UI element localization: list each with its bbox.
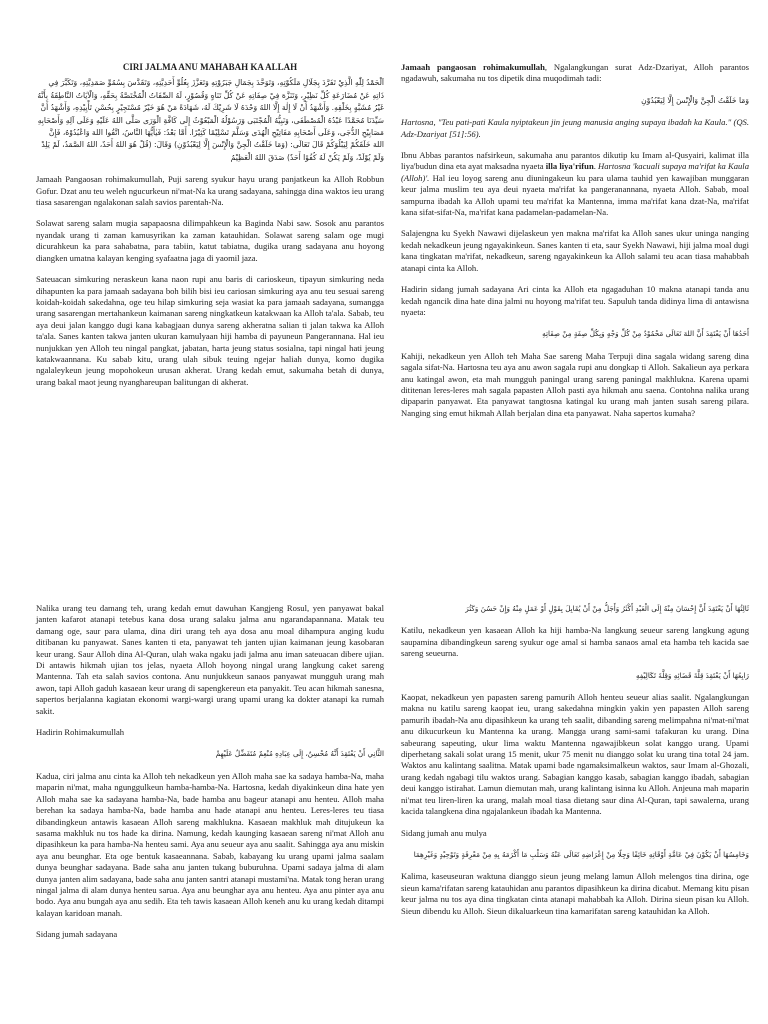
ibnu-abbas-text-1: Ibnu Abbas parantos nafsirkeun, sakumaha anu parantos dikutip ku Imam al-Qusyairi, kalimat illa liya'budun dina eta ayat maksadna nyaeta — [401, 150, 749, 172]
arabic-first-sign: أَحَدُهَا أَنْ يَعْتَقِدَ أَنَّ اللهَ تَعَالَى مَحْمُوْدٌ مِنْ كُلِّ وَجْهٍ وَبِكُلِّ صِفَةٍ مِنْ صِفَاتِهِ — [542, 329, 749, 339]
paragraph-solawat: Solawat sareng salam mugia sapapaosna dilimpahkeun ka Baginda Nabi saw. Sosok anu parantos nyandak urang ti zaman kamusyrikan ka zaman katauhidan. Solawat sareng salam oge mugi dicurahkeun ka para sahabatna, para tabiin, katut tabiatna, dugika urang sadayana anu hoyong diangken umatna kalayan kenging syafaatna jaga di yaomil jaza. — [36, 218, 384, 263]
arabic-verse-adz-dzariyat: وَمَا خَلَقْتُ الْجِنَّ وَالْإِنْسَ إِلَّا لِيَعْبُدُوْنِ — [641, 95, 749, 105]
heading-sidang-jumah: Sidang jumah sadayana — [36, 929, 118, 940]
ibnu-abbas-text-2: . — [593, 161, 599, 172]
bottom-right-column — [401, 603, 749, 927]
heading-sidang-jumah-mulya: Sidang jumah anu mulya — [401, 827, 487, 838]
arabic-fifth-sign: وَخَامِسُهَا أَنْ يَكُوْنَ فِيْ عَامَّةِ أَوْقَاتِهِ خَائِفًا وَجِلًا مِنْ إِعْرَاضِهِ تَعَالَى عَنْهُ وَسَلْبِ مَا أَكْرَمَهُ بِهِ مِنْ مَعْرِفَةٍ وَتَوْحِيْدٍ وَغَيْرِهِمَا — [413, 849, 749, 859]
arabic-third-sign: ثَالِثُهَا أَنْ يَعْتَقِدَ أَنَّ إِحْسَانَ مِنْهُ إِلَى الْعَبْدِ أَكْثَرُ وَأَجَلُّ مِنْ أَنْ يُقَابِلَ بِقَوْلٍ أَوْ عَمَلٍ مِنْهُ وَإِنْ حَسُنَ وَكَثُرَ — [465, 604, 749, 613]
top-right-column — [401, 62, 749, 429]
paragraph-ibnu-abbas — [401, 150, 749, 218]
arabic-second-sign: الثَّانِي أَنْ يَعْتَقِدَ أَنَّهُ مُحْسِنٌ، إِلَى عِبَادِهِ مُنْعِمٌ مُتَفَضِّلٌ عَلَيْهِمْ — [215, 749, 384, 759]
intro-text: , Ngalangkungan surat Adz-Dzariyat, Alloh parantos ngadawuh, sakumaha nu tos dipetik dina muqodimah tadi: — [401, 62, 749, 84]
paragraph-kahiji: Kahiji, nekadkeun yen Alloh teh Maha Sae sareng Maha Terpuji dina sagala widang sareng dina sagala sifat-Na. Hartosna teu aya anu awon sagala rupi anu dongkap ti Alloh. Sakalieun aya perkara anu katingal awon, eta mah mungguh paningal urang sareng paningal makhlukna. Karena upami dititenan leres-leres mah sagala papasten Alloh pasti aya hikmah anu saena. Contohna nalika urang dipaparin panyawat. Eta panyawat tangtosna katingal ku urang mah janten susah sareng pilara. Nanging sing emut hikmah Allah berjalan dina eta panyawat. Naha sapertos kumaha? — [401, 350, 749, 418]
intro-address: Jamaah pangaosan rohimakumullah — [401, 62, 545, 72]
paragraph-syekh-nawawi: Salajengna ku Syekh Nawawi dijelaskeun yen makna ma'rifat ka Alloh sanes ukur uninga nanging kedah nekadkeun jeung ngayakinkeun. Sanes kanten ti eta, saur Syekh Nawawi, hiji jalma moal dugi kana tingkatan ma'rifat, nekadkeun, sareng ngayakinkeun ka Alloh salami teu acan tiasa mahabbah atanapi cinta ka Alloh. — [401, 228, 749, 273]
document-title: CIRI JALMA ANU MAHABAH KA ALLAH — [122, 62, 298, 72]
paragraph-kalima: Kalima, kaseuseuran waktuna dianggo sieun jeung melang lamun Alloh melengos tina dirina, oge sieun kama'rifatan sareng katauhidan anu parantos dipasihkeun ka dirina dicabut. Memang kitu pisan keur jalma nu tos aya dina tingkatan cinta atanapi mahabbah ka Alloh. Dirina sieun pisan ku Alloh. Sieun dibendu ku Alloh. Sieun dikaluarkeun tina kamarifatan sareng katauhidan ka Alloh. — [401, 871, 749, 916]
paragraph-intro — [401, 62, 749, 85]
heading-hadirin: Hadirin Rohimakumullah — [36, 727, 125, 738]
paragraph-kadua: Kadua, ciri jalma anu cinta ka Alloh teh nekadkeun yen Alloh maha sae ka sadaya hamba-Na, maha maparin ni'mat, maha ngunggulkeun hamba-hamba-Na. Hartosna, kedah diyakinkeun dina hate yen Alloh maha sae ka sadayana hamba-Na, bade hamba anu bageur atanapi anu henteu. Alloh maha berehan ka sadaya hamba-Na, bade hamba anu hade atanapi anu henteu. Leres-leres teu tiasa dibandingkeun antawis kasaean Alloh sareng makhlukna. Kasaean makhluk mah ditujukeun ka sasama makhluk nu tos hade ka dirina. Namung, kedah kaunging kasaean sareng ni'mat Alloh anu dipasihkeun ka para hamba-Na henteu sami. Aya anu seueur aya anu saalit. Sahingga aya anu miskin aya anu beunghar. Eta oge bentuk kasaeannana. Sabab, kabayang ku urang upami jalma saalam dunya beunghar sadayana. Bade saha anu janten tukang buburuhna. Upami sadaya jalma di alam dunya janten alim sadayana, bade saha anu janten santri atanapi mustami'na. Matak tong heran urang ningal jalma di alam dunya henteu sarua. Aya anu beunghar aya anu henteu. Aya anu pinter aya anu bodo. Aya anu bungah aya anu sedih. Eta teh tawis kasaean Alloh keneh anu ku urang kedah ditampi kalayan karidoan manah. — [36, 770, 384, 918]
verse-translation: Hartosna, "Teu pati-pati Kaula nyiptakeun jin jeung manusia anging supaya ibadah ka Kaula." (QS. Adz-Dzariyat [51]:56). — [401, 117, 749, 139]
illa-liyarifun-meaning: Hartosna 'kacuali supaya ma'rifat ka Kaula (Alloh)'. — [401, 161, 749, 183]
arabic-opening-prayer: اَلْحَمْدُ لِلّٰهِ الَّذِيْ تَفَرَّدَ بِجَلَالِ مَلَكُوْتِهِ، وَتَوَحَّدَ بِجَمَالِ جَبَرُوْتِهِ وَتَعَزَّزَ بِعُلُوِّ أَحَدِيَّتِهِ، وَتَقَدَّسَ بِسُمُوِّ صَمَدِيَّتِهِ، وَتَكَبَّرَ فِي ذَاتِهِ عَنْ مُضَارَعَةِ كُلِّ نَظِيْرٍ، وَتَنَزَّهَ فِيْ صِفَاتِهِ عَنْ كُلِّ تَنَاهٍ وَقُصُوْرٍ، لَهُ الصِّفَاتُ الْمُخْتَصَّةُ بِحَقِّهِ، وَالْآيَاتُ النَّاطِقَةُ بِأَنَّهُ غَيْرُ مُشَبَّهٍ بِخَلْقِهِ. وَأَشْهَدُ أَنْ لَا إِلٰهَ إِلَّا اللهُ وَحْدَهُ لَا شَرِيْكَ لَهُ، شَهَادَةً مَنْ هُوَ خَيْرٌ مُسْتَجِيْرٍ بِحُسْنِ تَأْيِيْدِهِ، وَأَشْهَدُ أَنَّ سَيِّدَنَا مُحَمَّدًا عَبْدُهُ الْمُصْطَفَى، وَنَبِيُّهُ الْمُجْتَبَى وَرَسُوْلُهُ الْمَبْعُوْثُ إِلَى كَافَّةِ الْوَرَى صَلَّى اللهُ عَلَيْهِ وَعَلَى آلِهِ وَأَصْحَابِهِ مَصَابِيْحِ الدُّجَى، وَعَلَى أَصْحَابِهِ مَفَاتِيْحِ الْهُدَى وَسَلَّمَ تَسْلِيْمًا كَثِيْرًا. أَمَّا بَعْدُ: فَيٰأَيُّهَا النَّاسُ، اتَّقُوا اللهَ وَاعْبُدُوْهُ، فَإِنَّ اللهَ خَلَقَكُمْ لِيَبْلُوَكُمْ قَالَ تَعَالَى: (وَمَا خَلَقْتُ الْجِنَّ وَالْإِنْسَ إِلَّا لِيَعْبُدُوْنِ) وَقَالَ: (قُلْ هُوَ اللهُ أَحَدٌ، اللهُ الصَّمَدُ، لَمْ يَلِدْ وَلَمْ يُوْلَدْ، وَلَمْ يَكُنْ لَهُ كُفُوًا أَحَدٌ) صَدَقَ اللهُ الْعَظِيْمُ — [37, 78, 384, 162]
bottom-left-column — [36, 603, 384, 951]
paragraph-wasiat-takwa: Sateuacan simkuring neraskeun kana naon rupi anu baris di carioskeun, tipayun simkuring neda dihapunten ka para jamaah sadayana boh bilih bisi ieu cariosan simkuring aya anu teu sesuai sareng koidah-koidah sakedahna, oge teu hilap simkuring seja wasiat ka para jamaah sadayana, sumangga urang sasarengan mertahankeun kaimanan sareng ningkatkeun katakwaan ka Alloh ta'ala. Sabab, teu aya deui jalan kanggo dugi kana kabagjaan dunya sareng akheratna salian ti jalan takwa ka Alloh ta'ala. Sanes kanten takwa janten ukuran kamulyaan hiji hamba di payuneun Pangerannana. Hal ieu nunjukkan yen Alloh teu ningal pangkat, jabatan, harta jeung status sosialna, tapi ningal hati jeung katakwaannana. Ku sabab kitu, urang ulah sibuk teuing ngejar haliah dunya, komo dugika ngalaleykeun jeung mopohokeun urusan akherat. Urang kedah emut, sakumaha betah di dunya, urang bakal maot jeung nyanghareupan balitungan di akherat. — [36, 274, 384, 387]
top-left-column — [36, 62, 384, 398]
paragraph-opening-praise: Jamaah Pangaosan rohimakumullah, Puji sareng syukur hayu urang panjatkeun ka Alloh Robbun Gofur. Dzat anu teu weleh ngucurkeun ni'mat-Na ka urang sadayana, sahingga dina waktos ieu urang tiasa sasarengan ngalakonan salah savios parentah-Na. — [36, 174, 384, 208]
paragraph-ten-signs: Hadirin sidang jumah sadayana Ari cinta ka Alloh eta ngagaduhan 10 makna atanapi tanda anu kedah ngancik dina hate dina jalmi nu hoyong ma'rifat teu. Sapuluh tanda didinya lima di antawisna nyaeta: — [401, 284, 749, 317]
ibnu-abbas-text-3: Hal ieu loyog sareng anu diuningakeun ku para ulama tauhid yen kawajiban munggaran keur jalma muslim teu aya deui nyaeta ma'rifat ka pangeranannana, nyaeta Alloh. Sabab, moal sampurna ibadah ka Alloh upami teu ma'rifat ka Mantenna, imma ma'rifat kana dzat-Na, ma'rifat kana sifat-sifat-Na, ma'rifat kana padamelan-padamelan-Na. — [401, 172, 749, 218]
paragraph-katilu: Katilu, nekadkeun yen kasaean Alloh ka hiji hamba-Na langkung seueur sareng langkung agung saupamina dibandingkeun sareng syukur oge amal si hamba sanaos amal eta hamba teh kacida sae sareng seueurna. — [401, 625, 749, 659]
paragraph-kaopat: Kaopat, nekadkeun yen papasten sareng pamurih Alloh henteu seueur alias saalit. Ngalangkungan makna nu katilu sareng kaopat ieu, urang sakedahna mingkin yakin yen papasten Alloh sareng pamurih ibadah-Na anu dipasihkeun ka urang teh saalit, dibanding sareng melimpahna ni'mat-ni'mat anu dikucurkeun ku Mantenna ka urang. Mangga urang sami-sami tafakuran ku urang. Dina sabeurang sapeuting, ukur lima waktu Mantenna ngawajibkeun solat kanggo urang. Upami diperhetang sakali solat urang 15 menit, ukur 75 menit nu dianggo solat ku urang tina total 24 jam. Waktos anu kalintang saalitna. Matak upami bade ngamaksimalkeun waktos, saur Imam al-Ghozali, urang kedah ngabagi tilu waktos urang. Sabagian kanggo kasab, sabagian kanggo ibadah, sabagian deui kanggo istirahat. Lamun diemutan mah, urang kalintang isinna ku Alloh. Anjeuna mah maparin ni'mat teu liren-liren ka urang, malah moal tiasa dietang saur dina Al-Quran, tapi sawalerna, urang kacida talangkena dina ngajalankeun ibadah ka Mantenna. — [401, 692, 749, 817]
arabic-fourth-sign: رَابِعُهَا أَنْ يَعْتَقِدَ قِلَّةَ قَضَائِهِ وَقِلَّةَ تَكَالِيْفِهِ — [636, 670, 749, 680]
illa-liyarifun-term: illa liya'rifun — [545, 161, 594, 172]
paragraph-panyawat: Nalika urang teu damang teh, urang kedah emut dawuhan Kangjeng Rosul, yen panyawat bakal janten kafarot atanapi tetebus kana dosa urang salaku jalma anu ngarandapannana. Matak teu damang oge, saur para ulama, dina diri urang teh aya dosa anu moal dihampura anging kudu ditibanan ku panyawat. Sanes kanten ti eta, panyawat teh janten ujian kaimanan jeung kasobaran keur urang. Saur Alloh dina Al-Quran, ulah waka ngaku jadi jalma anu iman sateuacan dibere ujian. Di antawis hikmah ujian tos jelas, nyaeta Alloh hoyong ningal urang langkung caket sareng Mantenna. Tah eta salah savios contona. Anu nunjukkeun sanaos panyawat mungguh urang mah awon, tapi Alloh gaduh kasaean keur urang di sapengkereun eta panyakit. Teu acan hikmah sanesna, sapertos berjalanna kagiatan ekonomi wargi-wargi urang upami urang ka dokter atanapi ka rumah sakit. — [36, 603, 384, 716]
